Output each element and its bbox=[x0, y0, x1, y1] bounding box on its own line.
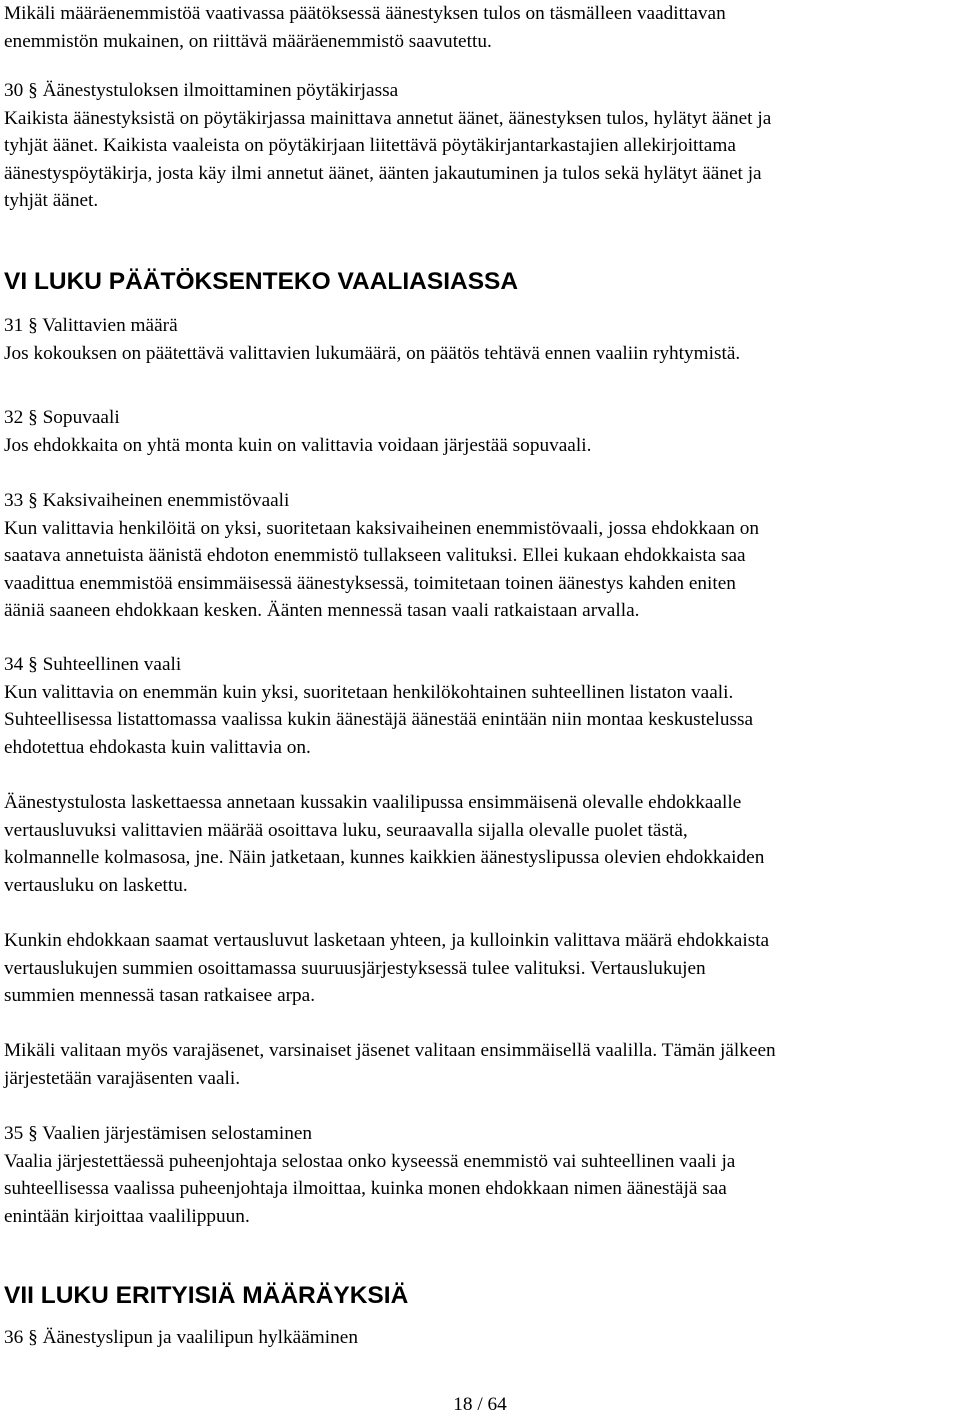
text-line: tyhjät äänet. Kaikista vaaleista on pöytäkirjaan liitettävä pöytäkirjantarkastajien allekirjoittama bbox=[4, 135, 736, 156]
section-title: 36 § Äänestyslipun ja vaalilipun hylkääminen bbox=[4, 1327, 358, 1348]
text-line: summien mennessä tasan ratkaisee arpa. bbox=[4, 985, 316, 1006]
text-line: ehdotettua ehdokasta kuin valittavia on. bbox=[4, 736, 311, 758]
text-line: Kun valittavia on enemmän kuin yksi, suoritetaan henkilökohtainen suhteellinen listaton vaali. bbox=[4, 681, 734, 703]
section-title: 30 § Äänestystuloksen ilmoittaminen pöytäkirjassa bbox=[4, 80, 399, 101]
text-line: vertausluvuksi valittavien määrää osoittava luku, seuraavalla sijalla olevalle puolet tästä, bbox=[4, 819, 688, 841]
text-line: vaadittua enemmistöä ensimmäisessä äänestyksessä, toimitetaan toinen äänestys kahden eniten bbox=[4, 572, 736, 594]
section-30 bbox=[4, 77, 956, 215]
text-line: ääniä saaneen ehdokkaan kesken. Äänten mennessä tasan vaali ratkaistaan arvalla. bbox=[4, 600, 640, 621]
section-34-paragraph-2 bbox=[4, 789, 956, 899]
section-title: 32 § Sopuvaali bbox=[4, 407, 120, 428]
section-35 bbox=[4, 1120, 956, 1230]
text-line: Kaikista äänestyksistä on pöytäkirjassa mainittava annetut äänet, äänestyksen tulos, hylätyt äänet ja bbox=[4, 107, 772, 129]
page-number: 18 / 64 bbox=[453, 1394, 507, 1415]
text-line: enemmistön mukainen, on riittävä määräenemmistö saavutettu. bbox=[4, 30, 492, 52]
text-line: Jos ehdokkaita on yhtä monta kuin on valittavia voidaan järjestää sopuvaali. bbox=[4, 434, 592, 456]
section-32 bbox=[4, 404, 956, 459]
text-line: Vaalia järjestettäessä puheenjohtaja selostaa onko kyseessä enemmistö vai suhteellinen vaali ja bbox=[4, 1150, 736, 1172]
section-34 bbox=[4, 651, 956, 761]
section-34-paragraph-4 bbox=[4, 1037, 956, 1092]
section-36 bbox=[4, 1324, 956, 1352]
text-line: tyhjät äänet. bbox=[4, 190, 99, 211]
text-line: äänestyspöytäkirja, josta käy ilmi annetut äänet, äänten jakautuminen ja tulos sekä hylätyt äänet ja bbox=[4, 162, 762, 184]
text-line: Jos kokouksen on päätettävä valittavien lukumäärä, on päätös tehtävä ennen vaaliin ryhtymistä. bbox=[4, 342, 741, 364]
section-title: 33 § Kaksivaiheinen enemmistövaali bbox=[4, 490, 290, 511]
text-line: suhteellisessa vaalissa puheenjohtaja ilmoittaa, kuinka monen ehdokkaan nimen äänestäjä saa bbox=[4, 1178, 727, 1199]
section-34-paragraph-3 bbox=[4, 927, 956, 1010]
text-line: järjestetään varajäsenten vaali. bbox=[4, 1067, 241, 1089]
section-title: 31 § Valittavien määrä bbox=[4, 315, 178, 336]
section-title: 35 § Vaalien järjestämisen selostaminen bbox=[4, 1123, 313, 1144]
intro-paragraph bbox=[4, 0, 956, 55]
section-31 bbox=[4, 312, 956, 367]
text-line: vertausluku on laskettu. bbox=[4, 874, 188, 896]
text-line: Mikäli valitaan myös varajäsenet, varsinaiset jäsenet valitaan ensimmäisellä vaalilla. Tämän jälkeen bbox=[4, 1040, 776, 1061]
text-line: vertauslukujen summien osoittamassa suuruusjärjestyksessä tulee valituksi. Vertauslukujen bbox=[4, 957, 706, 979]
text-line: Suhteellisessa listattomassa vaalissa kukin äänestäjä äänestää enintään niin montaa keskustelussa bbox=[4, 709, 754, 730]
text-line: kolmannelle kolmasosa, jne. Näin jatketaan, kunnes kaikkien äänestyslipussa olevien ehdokkaiden bbox=[4, 847, 765, 868]
section-title: 34 § Suhteellinen vaali bbox=[4, 654, 182, 675]
text-line: saatava annetuista äänistä ehdoton enemmistö tullakseen valituksi. Ellei kukaan ehdokkaista saa bbox=[4, 545, 746, 566]
chapter-heading-vi: VI LUKU PÄÄTÖKSENTEKO VAALIASIASSA bbox=[4, 268, 519, 295]
chapter-heading-vii: VII LUKU ERITYISIÄ MÄÄRÄYKSIÄ bbox=[4, 1282, 409, 1309]
section-33 bbox=[4, 487, 956, 625]
text-line: Kunkin ehdokkaan saamat vertausluvut lasketaan yhteen, ja kulloinkin valittava määrä ehdokkaista bbox=[4, 930, 770, 951]
text-line: enintään kirjoittaa vaalilippuun. bbox=[4, 1205, 250, 1227]
text-line: Kun valittavia henkilöitä on yksi, suoritetaan kaksivaiheinen enemmistövaali, jossa ehdokkaan on bbox=[4, 517, 760, 539]
text-line: Äänestystulosta laskettaessa annetaan kussakin vaalilipussa ensimmäisenä olevalle ehdokkaalle bbox=[4, 792, 742, 813]
text-line: Mikäli määräenemmistöä vaativassa päätöksessä äänestyksen tulos on täsmälleen vaadittavan bbox=[4, 3, 726, 24]
